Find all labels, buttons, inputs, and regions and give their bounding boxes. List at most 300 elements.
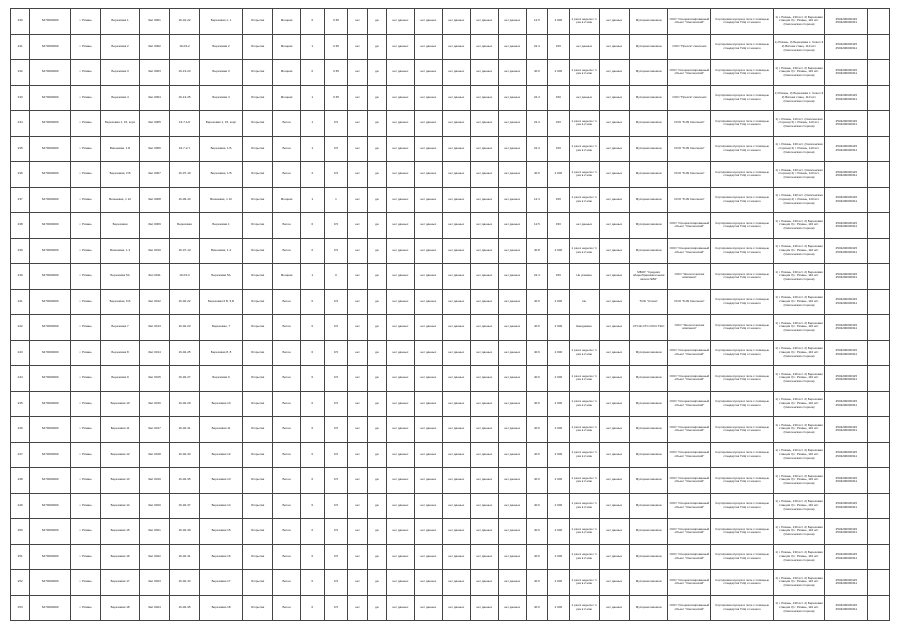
cell-surface: Бетон (273, 391, 301, 417)
cell-f14: нет данных (386, 187, 414, 213)
cell-schedule: 1 раз в неделю / 1 раз в 2 мин (569, 544, 599, 570)
cell-destination: 1) г. Рязань, 130 ист. 2) Березовая станция 3) г. Рязань, 110 ист. (Смоленская сторона) (773, 595, 825, 621)
cell-fence: да (367, 340, 386, 366)
cell-f22: нет данных (599, 213, 629, 239)
cell-schedule: 1 раз в неделю / 1 раз в 2 мин (569, 162, 599, 188)
cell-f15: нет данных (414, 162, 442, 188)
cell-note (868, 187, 890, 213)
cell-f22: нет данных (599, 595, 629, 621)
table-row (11, 442, 890, 468)
cell-f22: нет данных (599, 442, 629, 468)
cell-fence: да (367, 238, 386, 264)
cell-cadastre: 16-03-2 (169, 34, 199, 60)
table-row (11, 34, 890, 60)
cell-address: Березовая 1, 15, корп (200, 111, 243, 137)
cell-containers: 0 (301, 289, 325, 315)
cell-f16: нет данных (442, 417, 470, 443)
cell-f16: нет данных (442, 187, 470, 213)
cell-codes: 4543200000115 4543200000311 (825, 187, 868, 213)
cell-num: 246 (11, 417, 30, 443)
cell-city: г. Рязань (71, 264, 101, 290)
cell-address: Березовая 11 (200, 417, 243, 443)
cell-area: 40.6 (526, 493, 547, 519)
cell-type: Открытая (243, 60, 273, 86)
cell-f14: нет данных (386, 391, 414, 417)
cell-destination: 1) г. Рязань, 130 ист. (Смоленская сторона) 2) г. Рязань, 110 ист. (Смоленская сторона) (773, 136, 825, 162)
cell-note (868, 9, 890, 35)
cell-f17: нет данных (470, 493, 498, 519)
cell-f15: нет данных (414, 340, 442, 366)
cell-surface: Бетон (273, 519, 301, 545)
cell-f18: нет данных (498, 340, 526, 366)
cell-area: 40.6 (526, 391, 547, 417)
cell-oktmo: 6270000000 (30, 519, 71, 545)
cell-schedule: нет данных (569, 34, 599, 60)
cell-canopy: нет (348, 9, 367, 35)
cell-fence: да (367, 468, 386, 494)
cell-operator: Мусорная машина (629, 366, 668, 392)
cell-type: Открытая (243, 213, 273, 239)
cell-address: Березовая 5А (200, 264, 243, 290)
cell-f16: нет данных (442, 60, 470, 86)
cell-num: 230 (11, 9, 30, 35)
cell-capacity: 150 (548, 111, 569, 137)
cell-containers: 1 (301, 187, 325, 213)
cell-operator: Мусорная машина (629, 238, 668, 264)
cell-sorting: Сортировка мусора в поле с помощью стандартов ГНЦ от нашего (711, 60, 773, 86)
cell-containers: 0 (301, 442, 325, 468)
cell-schedule: 1 раз в неделю / 1 раз в 2 мин (569, 391, 599, 417)
cell-cadastre: 16-02-37 (169, 493, 199, 519)
cell-f15: нет данных (414, 595, 442, 621)
cell-canopy: нет (348, 34, 367, 60)
cell-address: Березовая 1 (200, 213, 243, 239)
cell-destination: 1) г. Рязань, 110 ист. (Смоленская сторона) 2) г. Рязань, 110 ист. (Смоленская сторона) (773, 111, 825, 137)
cell-fence: да (367, 570, 386, 596)
cell-schedule: 1 раз в неделю / 1 раз в 2 мин (569, 570, 599, 596)
cell-schedule: 1 раз в неделю / 1 раз в 2 мин (569, 595, 599, 621)
cell-f14: нет данных (386, 570, 414, 596)
cell-code: Зап 0017 (139, 417, 169, 443)
cell-schedule: Не (569, 289, 599, 315)
cell-f18: нет данных (498, 595, 526, 621)
cell-num: 240 (11, 264, 30, 290)
cell-address: Березовая 1, 1 (200, 9, 243, 35)
cell-area: 22.4 (526, 111, 547, 137)
cell-f14: нет данных (386, 289, 414, 315)
cell-type: Открытая (243, 9, 273, 35)
cell-operator: Мусорная машина (629, 111, 668, 137)
cell-capacity: 2 000 (548, 468, 569, 494)
cell-note (868, 544, 890, 570)
cell-f22: нет данных (599, 136, 629, 162)
cell-codes: 4543200000115 4543200000311 (825, 570, 868, 596)
register-table (10, 8, 890, 621)
cell-f14: нет данных (386, 340, 414, 366)
cell-f18: нет данных (498, 238, 526, 264)
cell-sorting: Сортировка мусора в поле с помощью стандартов ГНЦ от нашего (711, 162, 773, 188)
cell-canopy: нет (348, 595, 367, 621)
cell-cadastre: 16-02-29 (169, 391, 199, 417)
cell-city: г. Рязань (71, 187, 101, 213)
cell-f14: нет данных (386, 519, 414, 545)
cell-city: г. Рязань (71, 519, 101, 545)
cell-f17: нет данных (470, 111, 498, 137)
cell-f17: нет данных (470, 162, 498, 188)
cell-address: Березовая 18 (200, 595, 243, 621)
cell-type: Открытая (243, 340, 273, 366)
cell-volume: 0.5 (324, 111, 348, 137)
cell-address: Березовая, 1 В (200, 162, 243, 188)
cell-schedule: 1 раз в неделю / 1 раз в 2 мин (569, 468, 599, 494)
cell-fence: да (367, 34, 386, 60)
cell-city: г. Рязань (71, 9, 101, 35)
cell-f22: нет данных (599, 111, 629, 137)
cell-f17: нет данных (470, 187, 498, 213)
cell-sorting: Сортировка мусора в поле с помощью стандартов ГНЦ от нашего (711, 315, 773, 341)
cell-sorting: Сортировка мусора в поле с помощью стандартов ГНЦ от нашего (711, 136, 773, 162)
cell-f16: нет данных (442, 519, 470, 545)
cell-sorting: Сортировка мусора в поле с помощью стандартов ГНЦ от нашего (711, 493, 773, 519)
cell-type: Открытая (243, 366, 273, 392)
cell-operator: Мусорная машина (629, 34, 668, 60)
cell-address: Березовая 13 (200, 468, 243, 494)
cell-f22: нет данных (599, 162, 629, 188)
cell-f17: нет данных (470, 85, 498, 111)
cell-code: Зап 0014 (139, 340, 169, 366)
cell-city: г. Рязань (71, 468, 101, 494)
cell-capacity: 2 000 (548, 493, 569, 519)
cell-city: г. Рязань (71, 544, 101, 570)
cell-surface: Бетон (273, 340, 301, 366)
cell-f22: нет данных (599, 264, 629, 290)
register-sheet (10, 8, 890, 621)
cell-cadastre: 16-13-25 (169, 85, 199, 111)
cell-carrier: ООО "Специализированный объект "Смоленский" (668, 60, 711, 86)
cell-type: Открытая (243, 315, 273, 341)
cell-area: 40.6 (526, 519, 547, 545)
cell-note (868, 238, 890, 264)
cell-surface: Бетон (273, 493, 301, 519)
cell-containers: 0 (301, 595, 325, 621)
cell-oktmo: 6270000000 (30, 85, 71, 111)
cell-f14: нет данных (386, 442, 414, 468)
cell-f16: нет данных (442, 9, 470, 35)
cell-volume: 0.5 (324, 570, 348, 596)
cell-codes: 4543200000115 4543200000311 (825, 340, 868, 366)
cell-operator: Мусорная машина (629, 187, 668, 213)
cell-capacity: 2 000 (548, 544, 569, 570)
cell-num: 237 (11, 187, 30, 213)
cell-street: Березовая 2 (101, 34, 140, 60)
cell-note (868, 85, 890, 111)
cell-volume: 0.5 (324, 315, 348, 341)
cell-operator: Мусорная машина (629, 9, 668, 35)
cell-f16: нет данных (442, 595, 470, 621)
cell-code: Зап 0003 (139, 60, 169, 86)
cell-fence: да (367, 519, 386, 545)
cell-street: Березовая 10 (101, 391, 140, 417)
cell-schedule: 1 раз в неделю / 1 раз в 2 мин (569, 417, 599, 443)
cell-city: г. Рязань (71, 85, 101, 111)
cell-area: 22.4 (526, 136, 547, 162)
cell-volume: 0.5 (324, 519, 348, 545)
cell-capacity: 2 000 (548, 289, 569, 315)
cell-f18: нет данных (498, 9, 526, 35)
cell-carrier: ООО "Экологическая компания" (668, 315, 711, 341)
cell-address: Березовая 3 (200, 60, 243, 86)
cell-destination: 1) г. Рязань, 130 ист. 2) Березовая станция 3) г. Рязань, 110 ист. (Смоленская сторона) (773, 9, 825, 35)
cell-area: 40.6 (526, 60, 547, 86)
cell-destination: 1) г. Рязань, 130 ист. 2) Березовая станция 3) г. Рязань, 110 ист. (Смоленская сторона) (773, 264, 825, 290)
cell-capacity: 150 (548, 213, 569, 239)
cell-carrier: ООО "8-09 Смоленск" (668, 289, 711, 315)
cell-code: Зап 0023 (139, 570, 169, 596)
cell-f17: нет данных (470, 570, 498, 596)
cell-city: г. Рязань (71, 34, 101, 60)
cell-surface: Бетон (273, 162, 301, 188)
cell-city: г. Рязань (71, 340, 101, 366)
cell-f22: нет данных (599, 289, 629, 315)
cell-code: Зап 0009 (139, 213, 169, 239)
cell-sorting: Сортировка мусора в поле с помощью стандартов ГНЦ от нашего (711, 595, 773, 621)
cell-f18: нет данных (498, 570, 526, 596)
cell-cadastre: 16-02-23 (169, 315, 199, 341)
cell-volume: 0.35 (324, 34, 348, 60)
cell-volume: 0.5 (324, 289, 348, 315)
cell-carrier: ООО "8-09 Смоленск" (668, 187, 711, 213)
cell-capacity: 2 000 (548, 570, 569, 596)
cell-volume: 0.5 (324, 340, 348, 366)
cell-f14: нет данных (386, 417, 414, 443)
cell-codes: 4543200000115 4543200000311 (825, 391, 868, 417)
cell-canopy: нет (348, 366, 367, 392)
cell-fence: да (367, 417, 386, 443)
table-row (11, 60, 890, 86)
cell-sorting: Сортировка мусора в поле с помощью стандартов ГНЦ от нашего (711, 442, 773, 468)
cell-oktmo: 6270000000 (30, 60, 71, 86)
cell-city: г. Рязань (71, 289, 101, 315)
cell-cadastre: Березовая (169, 213, 199, 239)
cell-f15: нет данных (414, 493, 442, 519)
cell-operator: МБОУ "Средняя общеобразовательная школа №50" (629, 264, 668, 290)
cell-address: Березовая 6 Б, 6 Б (200, 289, 243, 315)
cell-code: Зап 0018 (139, 442, 169, 468)
cell-surface: Мощная (273, 9, 301, 35)
cell-f14: нет данных (386, 34, 414, 60)
cell-f17: нет данных (470, 60, 498, 86)
cell-codes: 4543200000115 4543200000311 (825, 519, 868, 545)
cell-code: Зап 0022 (139, 544, 169, 570)
cell-code: Зап 0005 (139, 111, 169, 137)
cell-carrier: ООО "Специализированный объект "Смоленский" (668, 417, 711, 443)
cell-fence: да (367, 315, 386, 341)
cell-carrier: ООО "8-09 Смоленск" (668, 136, 711, 162)
cell-f16: нет данных (442, 468, 470, 494)
cell-canopy: нет (348, 544, 367, 570)
cell-operator: Мусорная машина (629, 544, 668, 570)
cell-cadastre: 16-02-33 (169, 442, 199, 468)
cell-oktmo: 6270000000 (30, 570, 71, 596)
cell-canopy: нет (348, 111, 367, 137)
cell-f14: нет данных (386, 366, 414, 392)
cell-carrier: ООО "Специализированный объект "Смоленский" (668, 442, 711, 468)
cell-num: 250 (11, 519, 30, 545)
cell-street: Березовая 4 (101, 85, 140, 111)
cell-area: 22.4 (526, 264, 547, 290)
cell-destination: 1) г. Рязань, 130 ист. 2) Березовая станция 3) г. Рязань, 110 ист. (Смоленская сторона) (773, 213, 825, 239)
table-row (11, 544, 890, 570)
cell-codes: 4543200000115 4543200000311 (825, 289, 868, 315)
cell-volume: 0.5 (324, 595, 348, 621)
cell-city: г. Рязань (71, 315, 101, 341)
cell-containers: 0 (301, 238, 325, 264)
table-row (11, 162, 890, 188)
cell-containers: 0 (301, 417, 325, 443)
cell-cadastre: 16-07-19 (169, 162, 199, 188)
cell-capacity: 150 (548, 136, 569, 162)
cell-street: Березовая 8 (101, 340, 140, 366)
cell-f15: нет данных (414, 213, 442, 239)
cell-operator: Мусорная машина (629, 340, 668, 366)
cell-operator: Мусорная машина (629, 493, 668, 519)
cell-schedule: 1 раз в неделю / 1 раз в 2 мин (569, 187, 599, 213)
cell-type: Открытая (243, 391, 273, 417)
cell-note (868, 595, 890, 621)
cell-type: Открытая (243, 264, 273, 290)
cell-num: 252 (11, 570, 30, 596)
cell-f16: нет данных (442, 213, 470, 239)
cell-f14: нет данных (386, 238, 414, 264)
cell-fence: да (367, 111, 386, 137)
cell-surface: Бетон (273, 111, 301, 137)
cell-volume: 0.5 (324, 366, 348, 392)
cell-carrier: ООО "Специализированный объект "Смоленский" (668, 238, 711, 264)
cell-f22: нет данных (599, 34, 629, 60)
cell-destination: 1) г. Рязань, 130 ист. 2) Березовая станция 3) г. Рязань, 110 ист. (Смоленская сторона) (773, 366, 825, 392)
cell-fence: да (367, 544, 386, 570)
cell-cadastre: 16-02-41 (169, 544, 199, 570)
cell-street: Березовая (101, 213, 140, 239)
cell-area: 40.6 (526, 162, 547, 188)
cell-cadastre: 16-02-27 (169, 366, 199, 392)
cell-code: Зап 0016 (139, 391, 169, 417)
cell-capacity: 150 (548, 264, 569, 290)
table-row (11, 85, 890, 111)
cell-num: 253 (11, 595, 30, 621)
cell-f15: нет данных (414, 85, 442, 111)
cell-fence: да (367, 442, 386, 468)
cell-address: Вишневая, 1 4 (200, 238, 243, 264)
table-row (11, 9, 890, 35)
cell-f18: нет данных (498, 162, 526, 188)
register-body (11, 9, 890, 621)
cell-codes: 4543200000115 4543200000311 (825, 9, 868, 35)
cell-canopy: нет (348, 85, 367, 111)
cell-num: 243 (11, 340, 30, 366)
cell-carrier: ООО "Пресса" смоленск (668, 85, 711, 111)
cell-code: Зап 0011 (139, 264, 169, 290)
cell-note (868, 34, 890, 60)
cell-f17: нет данных (470, 238, 498, 264)
cell-surface: Бетон (273, 468, 301, 494)
cell-destination: 1) г. Рязань, 130 ист. 2) Березовая станция 3) г. Рязань, 110 ист. (Смоленская сторона) (773, 60, 825, 86)
cell-address: Березовая 8, 8 (200, 340, 243, 366)
cell-f18: нет данных (498, 366, 526, 392)
cell-f16: нет данных (442, 442, 470, 468)
cell-carrier: ООО "Экологическая компания" (668, 264, 711, 290)
cell-num: 233 (11, 85, 30, 111)
table-row (11, 366, 890, 392)
cell-cadastre: 16-01-22 (169, 9, 199, 35)
cell-f14: нет данных (386, 493, 414, 519)
cell-f14: нет данных (386, 136, 414, 162)
cell-canopy: нет (348, 391, 367, 417)
cell-schedule: нет данных (569, 213, 599, 239)
cell-f22: нет данных (599, 366, 629, 392)
cell-surface: Бетон (273, 315, 301, 341)
cell-codes: 4543200000115 4543200000311 (825, 85, 868, 111)
cell-type: Открытая (243, 136, 273, 162)
cell-schedule: 1 раз в неделю / 1 раз в 2 мин (569, 136, 599, 162)
cell-codes: 4543200000115 4543200000311 (825, 213, 868, 239)
cell-fence: да (367, 136, 386, 162)
cell-oktmo: 6270000000 (30, 136, 71, 162)
cell-street: Вишневая, 1 Б (101, 136, 140, 162)
cell-volume: 0.5 (324, 417, 348, 443)
cell-note (868, 289, 890, 315)
cell-schedule: 1 раз в неделю / 1 раз в 2 мин (569, 519, 599, 545)
cell-cadastre: 16-13-23 (169, 60, 199, 86)
cell-destination: 1) Рязань, 3) Березовая с. Сокол 3 2) Ватная станц. 110 ист. (Смоленская сторона) (773, 34, 825, 60)
table-row (11, 340, 890, 366)
cell-city: г. Рязань (71, 366, 101, 392)
cell-canopy: нет (348, 315, 367, 341)
cell-area: 12.5 (526, 213, 547, 239)
cell-type: Открытая (243, 417, 273, 443)
cell-destination: 1) Рязань, 3) Березовая с. Сокол 3 2) Ватная станц. 110 ист. (Смоленская сторона) (773, 85, 825, 111)
cell-surface: Бетон (273, 238, 301, 264)
cell-cadastre: 16-02-25 (169, 340, 199, 366)
cell-street: Березовая 18 (101, 595, 140, 621)
table-row (11, 417, 890, 443)
cell-codes: 4543200000115 4543200000311 (825, 442, 868, 468)
cell-num: 232 (11, 60, 30, 86)
cell-fence: да (367, 85, 386, 111)
cell-type: Открытая (243, 519, 273, 545)
cell-type: Открытая (243, 162, 273, 188)
cell-type: Открытая (243, 468, 273, 494)
cell-destination: 1) г. Рязань, 130 ист. 2) Березовая станция 3) г. Рязань, 110 ист. (Смоленская сторона) (773, 442, 825, 468)
cell-volume: 0.5 (324, 391, 348, 417)
cell-num: 247 (11, 442, 30, 468)
cell-street: Березовая 5А (101, 264, 140, 290)
cell-sorting: Сортировка мусора в поле с помощью стандартов ГНЦ от нашего (711, 264, 773, 290)
cell-sorting: Сортировка мусора в поле с помощью стандартов ГНЦ от нашего (711, 570, 773, 596)
cell-f16: нет данных (442, 315, 470, 341)
cell-f18: нет данных (498, 493, 526, 519)
cell-f17: нет данных (470, 366, 498, 392)
cell-surface: Бетон (273, 442, 301, 468)
cell-f16: нет данных (442, 34, 470, 60)
cell-num: 248 (11, 468, 30, 494)
cell-f17: нет данных (470, 213, 498, 239)
cell-f16: нет данных (442, 544, 470, 570)
cell-destination: 1) г. Рязань, 130 ист. 2) Березовая станция 3) г. Рязань, 110 ист. (Смоленская сторона) (773, 391, 825, 417)
cell-schedule: 1 раз в неделю / 1 раз в 2 мин (569, 493, 599, 519)
cell-code: Зап 0004 (139, 85, 169, 111)
cell-containers: 0 (301, 9, 325, 35)
